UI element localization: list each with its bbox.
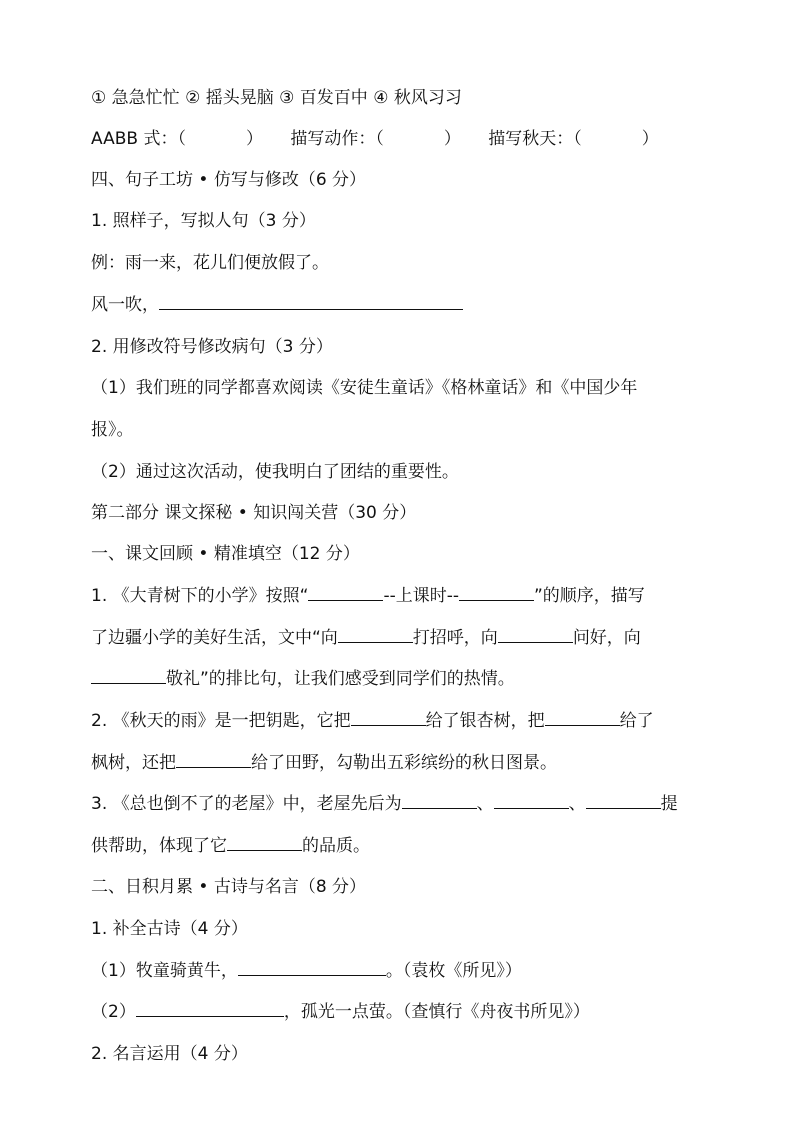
poem-2-text-a: （2）: [91, 1002, 136, 1022]
idiom-options: [91, 84, 462, 112]
q2-text-e: 给了田野，勾勒出五彩缤纷的秋日图景。: [251, 753, 557, 773]
poem-1-text-b: 。（袁枚《所见》）: [385, 961, 522, 981]
autumn-close: ）: [641, 129, 659, 149]
sentence-2: （2）通过这次活动，使我明白了团结的重要性。: [91, 462, 459, 482]
q2-blank-2[interactable]: [545, 707, 620, 726]
q3-text-f: 的品质。: [302, 836, 370, 856]
option-4-number: ④: [373, 88, 389, 108]
part-2-title: 第二部分 课文探秘 • 知识闯关营（30 分）: [91, 503, 417, 523]
option-2-text: 摇头晃脑: [205, 88, 274, 108]
section-4-example: 例：雨一来，花儿们便放假了。: [91, 253, 329, 273]
autumn-label: 描写秋天：（: [488, 129, 582, 149]
part-2-q1-line-3: [91, 665, 515, 693]
q2-text-c: 给了: [619, 711, 654, 731]
q3-blank-4[interactable]: [227, 832, 302, 851]
poem-1-blank[interactable]: [238, 957, 386, 976]
part-2-q2-line-1: [91, 707, 654, 735]
option-1-text: 急急忙忙: [111, 88, 180, 108]
part-2-q3-line-2: [91, 832, 370, 860]
q2-text-a: 2. 《秋天的雨》是一把钥匙，它把: [91, 711, 351, 731]
part-2-q1-line-1: [91, 582, 645, 610]
q1-text-e: 打招呼，向: [412, 628, 498, 648]
q2-blank-1[interactable]: [351, 707, 426, 726]
sentence-1-line-2: 报》。: [91, 420, 134, 440]
part-2-q2-line-2: [91, 749, 557, 777]
q2-text-d: 枫树，还把: [91, 753, 176, 773]
section-4-q1: 1. 照样子，写拟人句（3 分）: [91, 211, 316, 231]
classify-row: [91, 125, 659, 153]
part-2-section-1-title: 一、课文回顾 • 精准填空（12 分）: [91, 544, 360, 564]
q1-text-g: 敬礼”的排比句，让我们感受到同学们的热情。: [166, 669, 515, 689]
poem-question: 1. 补全古诗（4 分）: [91, 919, 248, 939]
q1-text-a: 1. 《大青树下的小学》按照“: [91, 586, 309, 606]
personification-blank[interactable]: [159, 291, 463, 310]
poem-1-text-a: （1）牧童骑黄牛，: [91, 961, 238, 981]
section-4-title: 四、句子工坊 • 仿写与修改（6 分）: [91, 170, 367, 190]
q1-text-b: --上课时--: [383, 586, 459, 606]
q2-blank-3[interactable]: [176, 749, 251, 768]
q3-text-d: 提: [660, 794, 678, 814]
sentence-1-line-1: （1）我们班的同学都喜欢阅读《安徒生童话》《格林童话》和《中国少年: [91, 378, 638, 398]
action-close: ）: [443, 129, 461, 149]
q1-blank-2[interactable]: [459, 582, 534, 601]
poem-1-row: [91, 957, 522, 985]
action-label: 描写动作：（: [290, 129, 384, 149]
q3-blank-3[interactable]: [586, 790, 661, 809]
q2-text-b: 给了银杏树，把: [425, 711, 545, 731]
aabb-close: ）: [245, 129, 263, 149]
q1-blank-4[interactable]: [498, 624, 573, 643]
option-2-number: ②: [185, 88, 201, 108]
aabb-label: AABB 式：（: [91, 129, 186, 149]
q1-text-f: 问好，向: [572, 628, 641, 648]
poem-2-text-b: ，孤光一点萤。（查慎行《舟夜书所见》）: [283, 1002, 590, 1022]
q3-text-b: 、: [476, 794, 494, 814]
part-2-q1-line-2: [91, 624, 641, 652]
part-2-section-2-title: 二、日积月累 • 古诗与名言（8 分）: [91, 877, 367, 897]
q1-blank-3[interactable]: [338, 624, 413, 643]
q3-text-e: 供帮助，体现了它: [91, 836, 227, 856]
poem-2-row: [91, 998, 590, 1026]
fill-prefix: 风一吹，: [91, 295, 159, 315]
q1-text-d: 了边疆小学的美好生活，文中“向: [91, 628, 338, 648]
poem-2-blank[interactable]: [136, 998, 284, 1017]
section-4-q2: 2. 用修改符号修改病句（3 分）: [91, 337, 333, 357]
quote-question: 2. 名言运用（4 分）: [91, 1044, 248, 1064]
part-2-q3-line-1: [91, 790, 678, 818]
q1-text-c: ”的顺序，描写: [533, 586, 645, 606]
q1-blank-1[interactable]: [308, 582, 383, 601]
option-3-text: 百发百中: [299, 88, 368, 108]
option-1-number: ①: [91, 88, 107, 108]
q1-blank-5[interactable]: [91, 665, 166, 684]
q3-text-c: 、: [568, 794, 586, 814]
personification-fill-row: [91, 291, 463, 319]
q3-blank-2[interactable]: [494, 790, 569, 809]
q3-blank-1[interactable]: [402, 790, 477, 809]
option-3-number: ③: [279, 88, 295, 108]
q3-text-a: 3. 《总也倒不了的老屋》中，老屋先后为: [91, 794, 402, 814]
option-4-text: 秋风习习: [393, 88, 462, 108]
